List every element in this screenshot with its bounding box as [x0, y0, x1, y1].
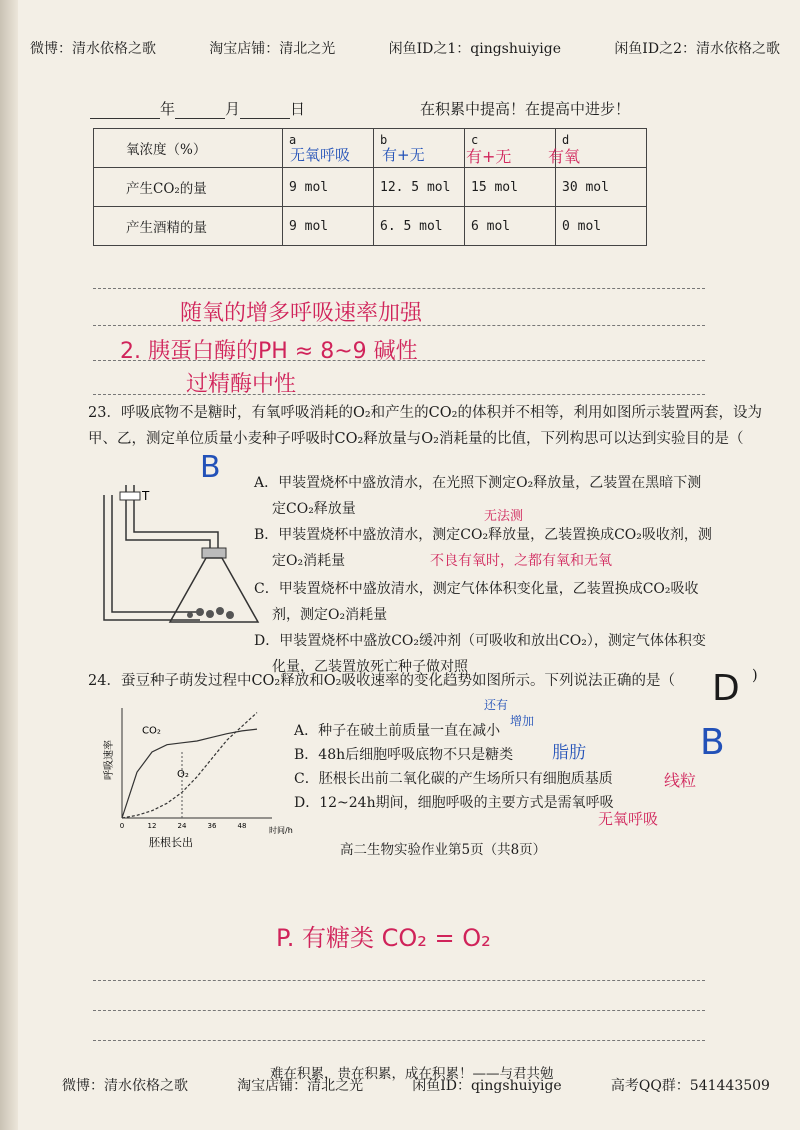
day-label: 日	[290, 100, 306, 118]
q24-hw-note-mito: 线粒	[664, 771, 697, 790]
q23-hw-answer: B	[200, 450, 221, 485]
q24-stem	[88, 668, 688, 694]
q24-option-b: B．48h后细胞呼吸底物不只是糖类	[294, 747, 514, 763]
row-label-alcohol: 产生酒精的量	[94, 207, 283, 246]
footer-slogan: 难在积累，贵在积累，成在积累！——与君共勉	[270, 1066, 554, 1082]
q24-respiration-chart	[104, 700, 293, 850]
q23-option-d-2: 化量，乙装置放死亡种子做对照	[272, 659, 468, 675]
table-cell: 9 mol	[283, 168, 374, 207]
footer-weibo: 微博：清水依格之歌	[62, 1078, 188, 1094]
q24-option-c: C．胚根长出前二氧化碳的产生场所只有细胞质基质	[294, 771, 613, 787]
q23-option-b-1: B．甲装置烧杯中盛放清水，测定CO₂释放量，乙装置换成CO₂吸收剂，测	[254, 527, 712, 543]
row-label-co2: 产生CO₂的量	[94, 168, 283, 207]
q23-hw-note-1: 无法测	[484, 509, 524, 524]
chart-series-label: CO₂	[142, 725, 161, 737]
hw-annotation-a: 无氧呼吸	[290, 146, 351, 164]
q24-option-a: A．种子在破土前质量一直在减小	[294, 723, 501, 739]
q24-hw-note-anaerobic: 无氧呼吸	[598, 810, 659, 828]
month-label: 月	[225, 100, 241, 118]
q23-option-a-1: A．甲装置烧杯中盛放清水，在光照下测定O₂释放量，乙装置在黑暗下测	[254, 475, 702, 491]
q24-hw-note-increase: 增加	[510, 714, 535, 728]
chart-ylabel: 呼吸速率	[104, 740, 115, 780]
q23-option-a-2: 定CO₂释放量	[272, 501, 356, 517]
table-cell: 9 mol	[283, 207, 374, 246]
letter-d: d	[562, 132, 570, 147]
hw-line-3: 过精酶中性	[186, 372, 297, 397]
table-cell: 30 mol	[556, 168, 647, 207]
header-taobao: 淘宝店铺：清北之光	[209, 41, 336, 57]
answer-rule	[93, 980, 705, 981]
table-header-label: 氧浓度（%）	[94, 129, 283, 168]
hw-annotation-c: 有+无	[466, 147, 512, 166]
year-label: 年	[160, 100, 176, 118]
q24-hw-answer: D	[712, 668, 740, 709]
header-xianyu1: 闲鱼ID之1：qingshuiyige	[388, 41, 562, 57]
page-number: 高二生物实验作业第5页（共8页）	[340, 842, 547, 858]
chart-series-label: O₂	[177, 768, 189, 780]
q24-close-paren: )	[752, 668, 758, 684]
letter-a: a	[289, 132, 297, 147]
header-xianyu2: 闲鱼ID之2：清水依格之歌	[614, 41, 780, 57]
chart-plot-area	[120, 708, 272, 830]
q24-hw-note-fat: 脂肪	[552, 743, 586, 763]
letter-c: c	[471, 132, 479, 147]
footer-xianyu: 闲鱼ID：qingshuiyige	[412, 1078, 562, 1094]
page-header	[30, 38, 780, 58]
answer-rule	[93, 1040, 705, 1041]
footer-qq: 高考QQ群：541443509	[610, 1078, 770, 1094]
chart-tick-label: 48	[237, 822, 247, 830]
hw-after-note: P. 有糖类 CO₂ = O₂	[276, 924, 491, 952]
chart-x-annotation: 胚根长出	[149, 836, 193, 849]
header-weibo: 微博：清水依格之歌	[30, 41, 156, 57]
q23-hw-note-2: 不良有氧时，之都有氧和无氧	[430, 553, 612, 569]
q24-hw-second-answer: B	[700, 722, 725, 763]
q23-option-c-1: C．甲装置烧杯中盛放清水，测定气体体积变化量，乙装置换成CO₂吸收	[254, 581, 699, 597]
page-binding-edge	[0, 0, 18, 1130]
page-footer	[62, 1075, 770, 1095]
hw-annotation-b: 有+无	[382, 146, 425, 164]
hw-line-1: 随氧的增多呼吸速率加强	[180, 301, 423, 326]
answer-rule	[93, 288, 705, 289]
q24-option-d: D．12~24h期间，细胞呼吸的主要方式是需氧呼吸	[294, 795, 614, 811]
day-blank	[240, 102, 290, 119]
date-line	[90, 98, 690, 119]
month-blank	[175, 102, 225, 119]
year-blank	[90, 102, 160, 119]
table-row	[94, 168, 647, 207]
q24-stem-text: 24．蚕豆种子萌发过程中CO₂释放和O₂吸收速率的变化趋势如图所示。下列说法正确的是（	[88, 673, 675, 689]
chart-xlabel: 时间/h	[269, 826, 293, 835]
table-cell: 6. 5 mol	[374, 207, 465, 246]
q23-option-b-2: 定O₂消耗量	[272, 553, 346, 569]
table-cell: 6 mol	[465, 207, 556, 246]
table-cell: 0 mol	[556, 207, 647, 246]
q23-apparatus-diagram	[90, 470, 260, 645]
hw-line-2: 2. 胰蛋白酶的PH ≈ 8~9 碱性	[120, 339, 418, 364]
letter-b: b	[380, 132, 388, 147]
chart-series-line-co2	[122, 729, 257, 818]
chart-tick-label: 12	[147, 822, 157, 830]
motto: 在积累中提高！在提高中进步！	[420, 100, 631, 118]
q24-hw-note-also: 还有	[484, 698, 509, 712]
table-cell: 12. 5 mol	[374, 168, 465, 207]
chart-tick-label: 0	[119, 822, 125, 830]
apparatus-label-t: T	[142, 489, 150, 503]
chart-tick-label: 36	[207, 822, 217, 830]
q23-stem	[88, 400, 768, 452]
q23-option-c-2: 剂，测定O₂消耗量	[272, 607, 388, 623]
answer-rule	[93, 394, 705, 395]
hw-annotation-d: 有氧	[548, 147, 581, 166]
chart-tick-label: 24	[177, 822, 187, 830]
answer-rule	[93, 1010, 705, 1011]
footer-taobao: 淘宝店铺：清北之光	[237, 1078, 364, 1094]
q23-option-d-1: D．甲装置烧杯中盛放CO₂缓冲剂（可吸收和放出CO₂），测定气体体积变	[254, 633, 706, 649]
table-row	[94, 207, 647, 246]
q23-stem-text: 23．呼吸底物不是糖时，有氧呼吸消耗的O₂和产生的CO₂的体积并不相等，利用如图所示装置两套，设为甲、乙，测定单位质量小麦种子呼吸时CO₂释放量与O₂消耗量的比值，下列构思可以达到实验目的是（	[88, 405, 762, 447]
table-cell: 15 mol	[465, 168, 556, 207]
